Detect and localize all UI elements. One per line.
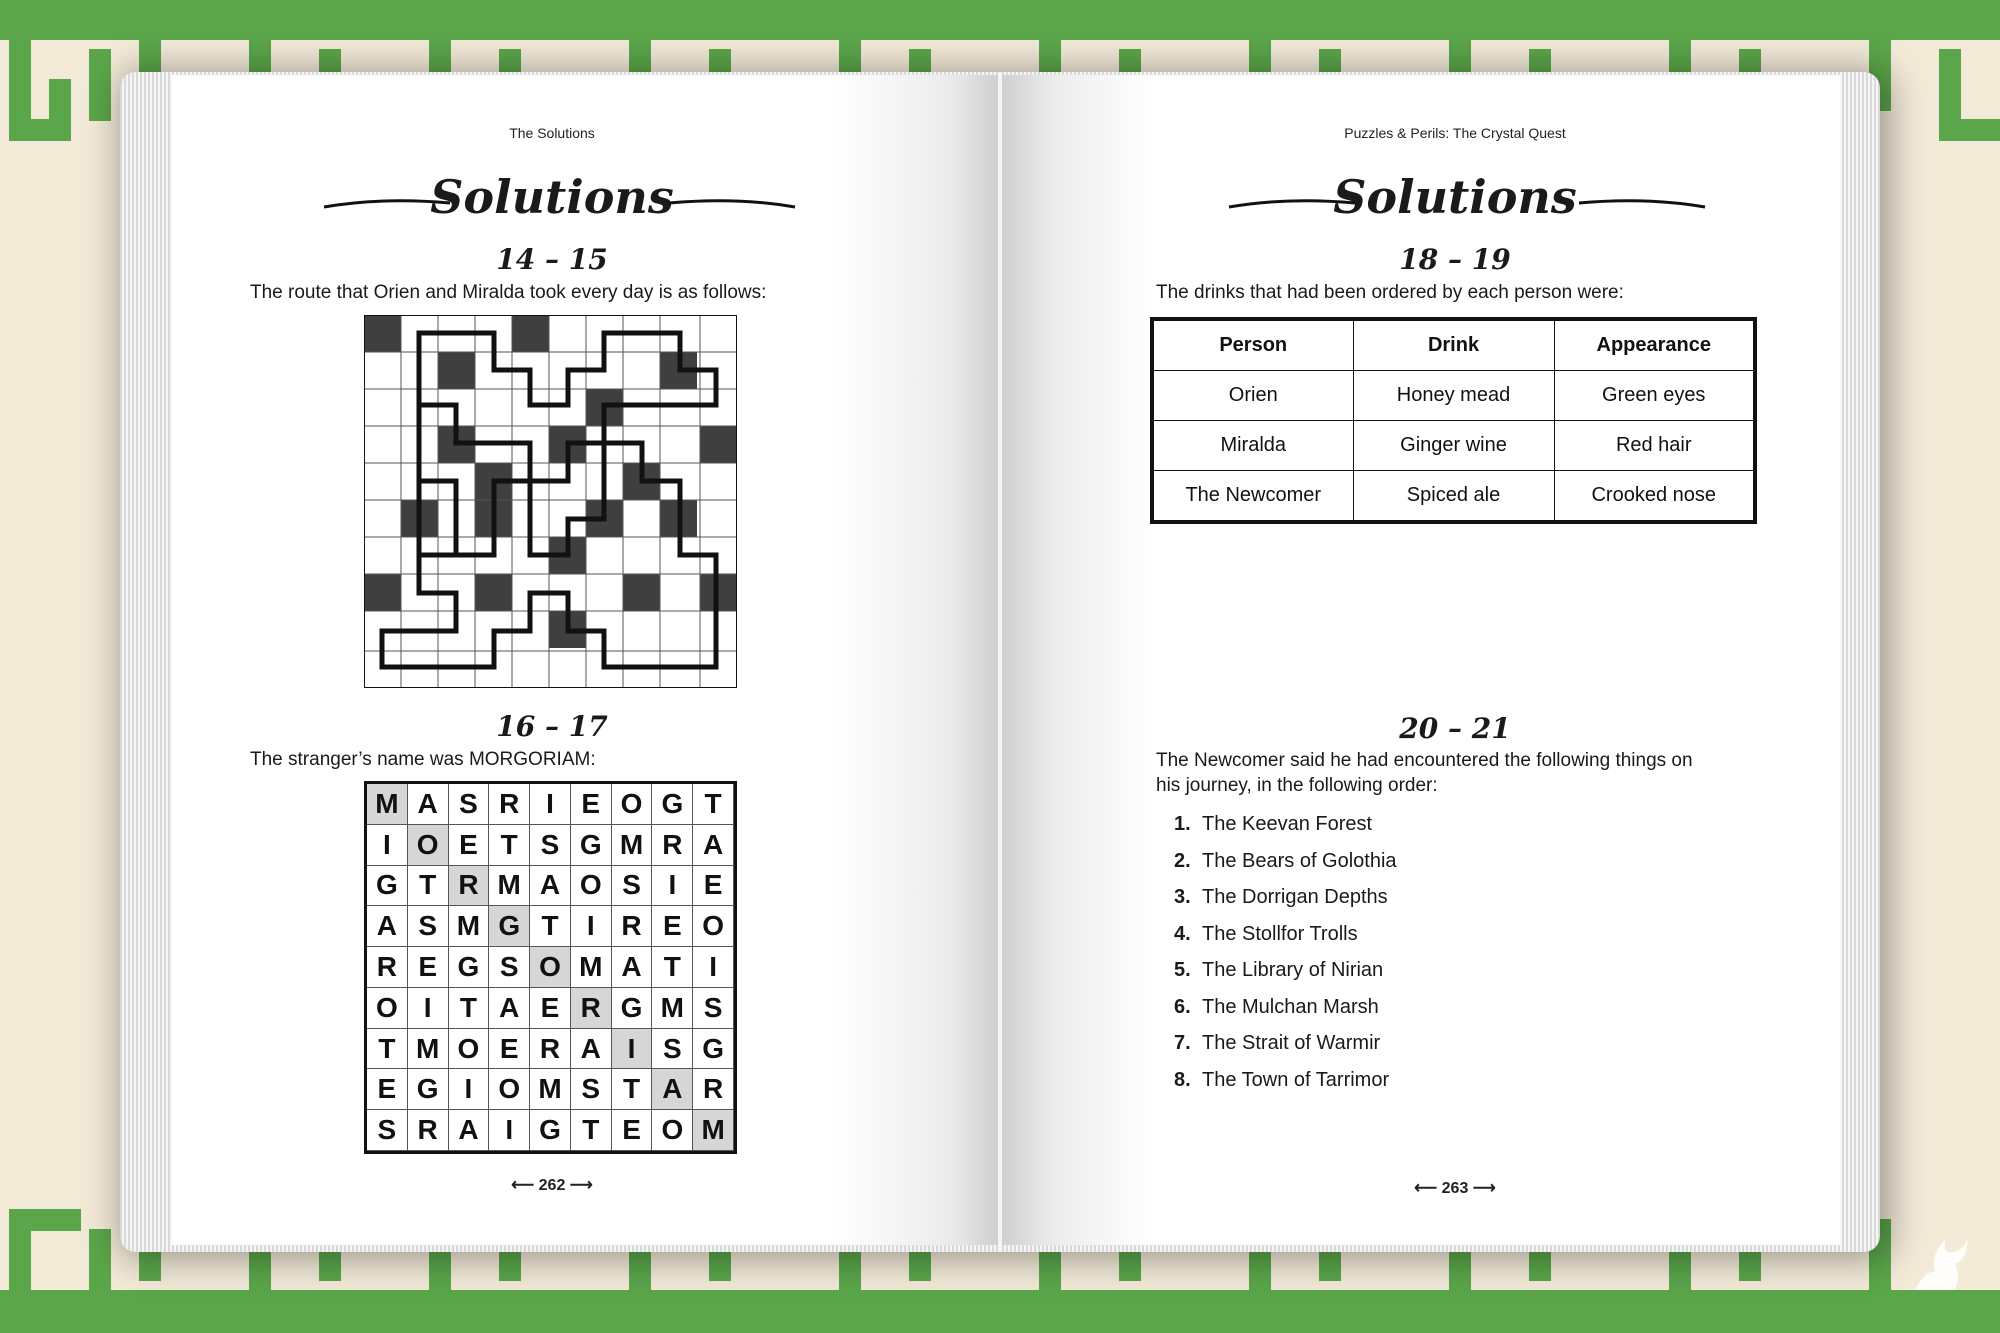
section-text-16-17: The stranger’s name was MORGORIAM: <box>250 749 596 770</box>
table-header: Appearance <box>1554 319 1755 371</box>
table-header-row <box>1152 319 1755 371</box>
table-row <box>1152 421 1755 471</box>
word-search-cell: E <box>449 825 490 866</box>
table-cell: Miralda <box>1152 421 1353 471</box>
section-text-20-21-line1: The Newcomer said he had encountered the following things on <box>1156 750 1693 771</box>
word-search-cell: E <box>367 1069 408 1110</box>
word-search-cell: M <box>530 1069 571 1110</box>
word-search-cell: E <box>489 1029 530 1070</box>
section-heading-14-15: 14 – 15 <box>496 243 608 276</box>
word-search-cell: I <box>367 825 408 866</box>
section-heading-20-21: 20 – 21 <box>1399 712 1511 745</box>
left-page <box>172 75 998 1245</box>
word-search-cell: R <box>530 1029 571 1070</box>
word-search-cell: R <box>612 906 653 947</box>
word-search-cell: O <box>571 866 612 907</box>
word-search-cell: S <box>530 825 571 866</box>
drinks-table <box>1150 317 1757 524</box>
section-text-14-15: The route that Orien and Miralda took every day is as follows: <box>250 282 767 303</box>
word-search-cell: G <box>530 1110 571 1151</box>
word-search-cell: T <box>693 784 734 825</box>
word-search-cell: A <box>408 784 449 825</box>
word-search-cell: G <box>449 947 490 988</box>
word-search-cell: A <box>652 1069 693 1110</box>
word-search-cell: O <box>489 1069 530 1110</box>
word-search-cell: E <box>652 906 693 947</box>
word-search-cell: R <box>489 784 530 825</box>
word-search-cell: S <box>489 947 530 988</box>
table-cell: Green eyes <box>1554 371 1755 421</box>
word-search-cell: M <box>367 784 408 825</box>
word-search-cell: I <box>449 1069 490 1110</box>
table-cell: The Newcomer <box>1152 471 1353 523</box>
table-cell: Ginger wine <box>1353 421 1554 471</box>
word-search-cell: M <box>652 988 693 1029</box>
word-search-cell: M <box>612 825 653 866</box>
table-row <box>1152 371 1755 421</box>
word-search-cell: R <box>693 1069 734 1110</box>
title-swash-right-r <box>1577 195 1707 215</box>
word-search-cell: R <box>449 866 490 907</box>
word-search-cell: M <box>693 1110 734 1151</box>
word-search-cell: I <box>489 1110 530 1151</box>
list-item: 2. The Bears of Golothia <box>1174 849 1397 872</box>
word-search-cell: E <box>408 947 449 988</box>
word-search-cell: A <box>571 1029 612 1070</box>
word-search-cell: O <box>612 784 653 825</box>
word-search-cell: E <box>693 866 734 907</box>
section-text-18-19: The drinks that had been ordered by each person were: <box>1156 282 1624 303</box>
word-search-cell: O <box>367 988 408 1029</box>
word-search-cell: O <box>652 1110 693 1151</box>
word-search-cell: S <box>612 866 653 907</box>
word-search-cell: M <box>489 866 530 907</box>
word-search-cell: G <box>612 988 653 1029</box>
table-row <box>1152 471 1755 523</box>
list-item: 1. The Keevan Forest <box>1174 813 1373 835</box>
list-item: 7. The Strait of Warmir <box>1174 1032 1381 1054</box>
word-search-cell: E <box>530 988 571 1029</box>
word-search-cell: S <box>367 1110 408 1151</box>
word-search-cell: S <box>571 1069 612 1110</box>
list-item: 6. The Mulchan Marsh <box>1174 995 1379 1018</box>
word-search-cell: A <box>693 825 734 866</box>
word-search-cell: E <box>612 1110 653 1151</box>
word-search-cell: E <box>571 784 612 825</box>
table-cell: Spiced ale <box>1353 471 1554 523</box>
table-cell: Crooked nose <box>1554 471 1755 523</box>
word-search-cell: S <box>408 906 449 947</box>
section-heading-16-17: 16 – 17 <box>496 710 608 743</box>
word-search-cell: M <box>449 906 490 947</box>
word-search-cell: O <box>530 947 571 988</box>
running-head-right: Puzzles & Perils: The Crystal Quest <box>1344 125 1566 141</box>
word-search-cell: I <box>652 866 693 907</box>
word-search-cell: G <box>652 784 693 825</box>
section-text-20-21-line2: his journey, in the following order: <box>1156 775 1438 796</box>
running-head-left: The Solutions <box>509 125 595 141</box>
word-search-cell: I <box>530 784 571 825</box>
route-maze-grid <box>364 315 737 688</box>
page-title-left: Solutions <box>430 170 674 224</box>
word-search-cell: I <box>408 988 449 1029</box>
page-number-left: ⟵ 262 ⟶ <box>511 1177 593 1194</box>
word-search-cell: T <box>530 906 571 947</box>
table-cell: Honey mead <box>1353 371 1554 421</box>
table-cell: Orien <box>1152 371 1353 421</box>
word-search-cell: S <box>693 988 734 1029</box>
word-search-cell: T <box>571 1110 612 1151</box>
word-search-cell: T <box>489 825 530 866</box>
word-search-cell: A <box>367 906 408 947</box>
page-number-right: ⟵ 263 ⟶ <box>1414 1180 1496 1197</box>
word-search-cell: A <box>449 1110 490 1151</box>
word-search-cell: O <box>449 1029 490 1070</box>
word-search-cell: M <box>408 1029 449 1070</box>
journey-list <box>1156 813 1397 1105</box>
word-search-cell: M <box>571 947 612 988</box>
word-search-cell: R <box>408 1110 449 1151</box>
table-cell: Red hair <box>1554 421 1755 471</box>
word-search-cell: T <box>652 947 693 988</box>
word-search-cell: A <box>530 866 571 907</box>
word-search-cell: I <box>571 906 612 947</box>
section-heading-18-19: 18 – 19 <box>1399 243 1511 276</box>
word-search-cell: A <box>489 988 530 1029</box>
list-item: 5. The Library of Nirian <box>1174 959 1384 981</box>
word-search-cell: R <box>571 988 612 1029</box>
word-search-cell: I <box>693 947 734 988</box>
word-search-cell: O <box>693 906 734 947</box>
word-search-grid <box>364 781 737 1154</box>
table-header: Drink <box>1353 319 1554 371</box>
word-search-cell: S <box>449 784 490 825</box>
title-swash-right <box>667 195 797 215</box>
word-search-cell: G <box>571 825 612 866</box>
list-item: 4. The Stollfor Trolls <box>1174 922 1358 945</box>
word-search-cell: S <box>652 1029 693 1070</box>
word-search-cell: T <box>408 866 449 907</box>
word-search-cell: T <box>612 1069 653 1110</box>
publisher-logo-icon <box>1905 1230 1975 1300</box>
list-item: 3. The Dorrigan Depths <box>1174 886 1388 908</box>
word-search-cell: T <box>367 1029 408 1070</box>
word-search-cell: R <box>367 947 408 988</box>
word-search-cell: I <box>612 1029 653 1070</box>
word-search-cell: G <box>693 1029 734 1070</box>
table-header: Person <box>1152 319 1353 371</box>
right-page <box>1002 75 1840 1245</box>
word-search-cell: R <box>652 825 693 866</box>
word-search-cell: G <box>489 906 530 947</box>
word-search-cell: O <box>408 825 449 866</box>
word-search-cell: G <box>408 1069 449 1110</box>
word-search-cell: T <box>449 988 490 1029</box>
page-title-right: Solutions <box>1333 170 1577 224</box>
list-item: 8. The Town of Tarrimor <box>1174 1068 1390 1091</box>
word-search-cell: A <box>612 947 653 988</box>
word-search-cell: G <box>367 866 408 907</box>
